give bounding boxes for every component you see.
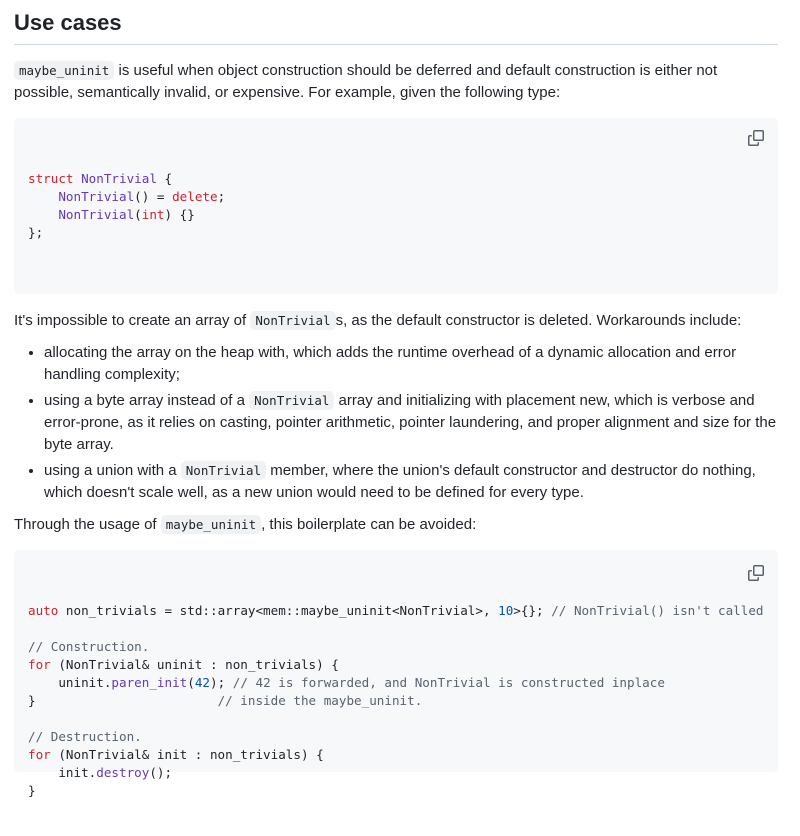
code-line [28, 188, 764, 206]
code-token: // Construction. [28, 639, 150, 654]
inline-code: NonTrivial [250, 311, 335, 330]
list-item: • allocating the array on the heap with, which adds the runtime overhead of a dynamic allocation and error handling complexity; [44, 342, 778, 386]
code-line [28, 764, 764, 782]
code-token: // Destruction. [28, 729, 142, 744]
code-token [28, 189, 58, 204]
intro-paragraph: maybe_uninit is useful when object construction should be deferred and default construction is either not possible, semantically invalid, or expensive. For example, given the following type: [14, 62, 718, 101]
code-token: (NonTrivial& init : non_trivials) { [50, 747, 324, 762]
inline-code: NonTrivial [181, 461, 266, 480]
code-token: ( [187, 675, 195, 690]
copy-icon[interactable] [748, 130, 764, 146]
code-line [28, 692, 764, 710]
code-block-usage [14, 550, 778, 798]
code-token: int [141, 207, 165, 222]
code-token: auto [28, 603, 59, 618]
code-line [28, 674, 764, 692]
inline-code: maybe_uninit [14, 61, 114, 80]
code-line [28, 638, 764, 656]
inline-code: maybe_uninit [161, 515, 261, 534]
code-token [74, 171, 82, 186]
code-token: NonTrivial [81, 171, 157, 186]
list-item: • using a byte array instead of a NonTrivial array and initializing with placement new, which is verbose and error-prone, as it relies on casting, pointer arithmetic, pointer laundering, and proper alignment and size for the byte array. [44, 390, 778, 456]
code-line [28, 782, 764, 800]
code-token: ( [134, 207, 142, 222]
code-token: delete [172, 189, 218, 204]
code-token: ); [210, 675, 233, 690]
explanation-paragraph: It's impossible to create an array of NonTrivial s, as the default constructor is deleted. Workarounds include: [14, 312, 742, 329]
code-token: struct [28, 171, 74, 186]
code-line [28, 620, 764, 638]
code-line [28, 728, 764, 746]
code-token: ; [217, 189, 226, 204]
code-token: uninit. [28, 675, 112, 690]
code-token: ) {} [164, 207, 195, 222]
code-line [28, 206, 764, 224]
code-token: // NonTrivial() isn't called [551, 603, 764, 618]
code-token: () = [134, 189, 173, 204]
copy-icon[interactable] [748, 565, 764, 581]
code-token: // inside the maybe_uninit. [217, 693, 423, 708]
section-heading: Use cases [14, 0, 778, 45]
code-token: >{}; [513, 603, 552, 618]
code-token [28, 207, 58, 222]
code-token: } [28, 783, 36, 798]
code-token: // 42 is forwarded, and NonTrivial is constructed inplace [232, 675, 665, 690]
code-line [28, 656, 764, 674]
code-token: (); [149, 765, 173, 780]
code-line [28, 170, 764, 188]
inline-code: NonTrivial [249, 391, 334, 410]
code-token: 10 [498, 603, 514, 618]
code-token: for [28, 747, 51, 762]
code-token: non_trivials = std::array<mem::maybe_uninit<NonTrivial>, [58, 603, 499, 618]
code-token: NonTrivial [58, 189, 135, 204]
usage-paragraph: Through the usage of maybe_uninit , this boilerplate can be avoided: [14, 516, 477, 533]
code-token: for [28, 657, 51, 672]
code-line [28, 746, 764, 764]
code-token: }; [28, 225, 44, 240]
code-token: 42 [194, 675, 210, 690]
code-block-struct [14, 118, 778, 294]
code-token: } [28, 693, 218, 708]
code-line [28, 710, 764, 728]
workarounds-list [14, 342, 778, 504]
code-token: init. [28, 765, 97, 780]
code-line [28, 602, 764, 620]
code-line [28, 224, 764, 242]
code-token: (NonTrivial& uninit : non_trivials) { [50, 657, 339, 672]
code-token: destroy [96, 765, 150, 780]
code-token: NonTrivial [58, 207, 135, 222]
list-item: • using a union with a NonTrivial member, where the union's default constructor and destructor do nothing, which doesn't scale well, as a new union would need to be defined for every type. [44, 460, 778, 504]
code-token: paren_init [111, 675, 188, 690]
code-token: { [156, 171, 173, 186]
